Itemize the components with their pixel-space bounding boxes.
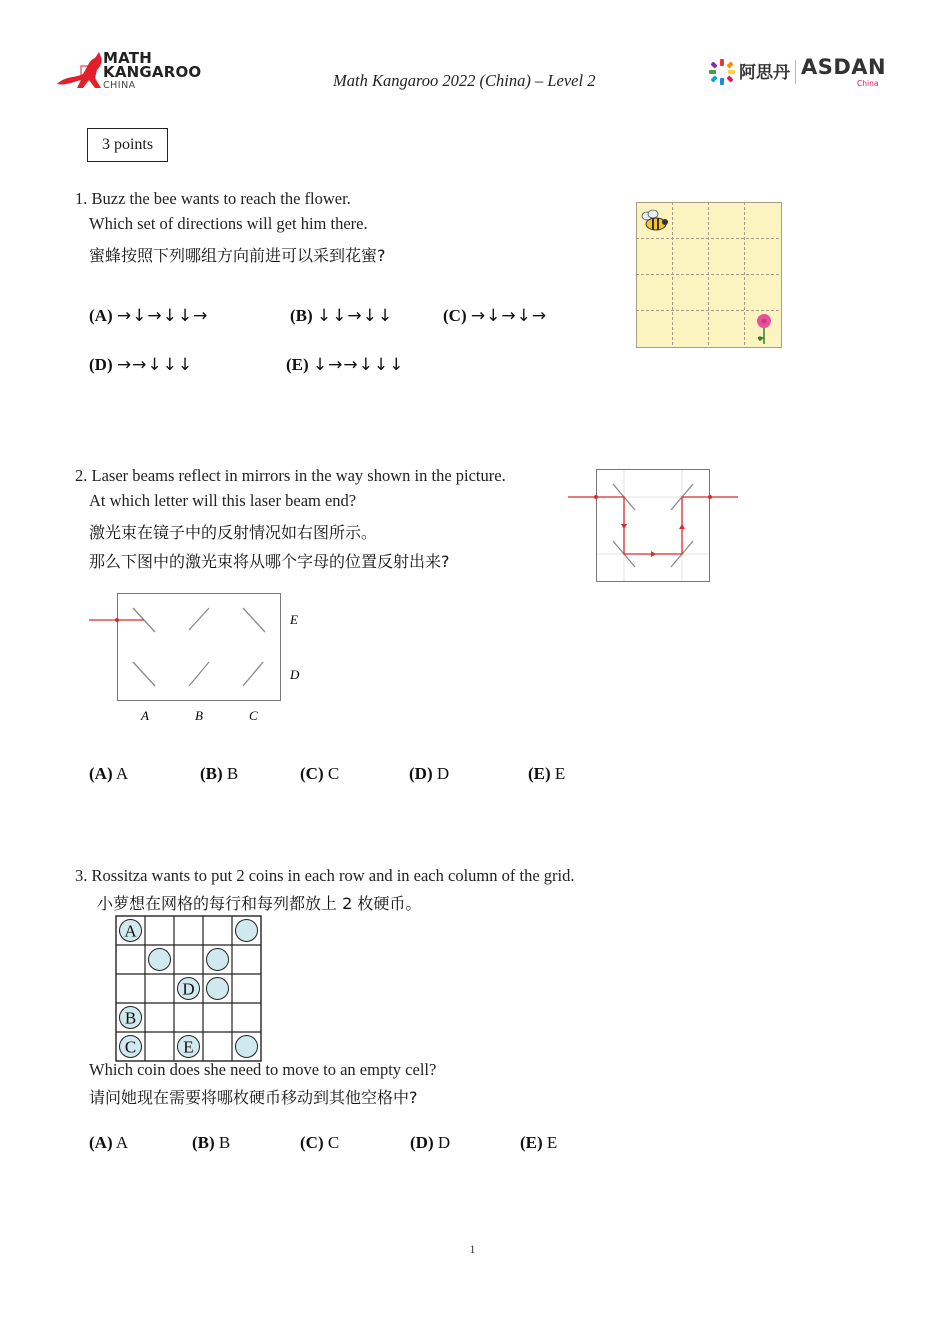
option-value: D [437,1133,451,1152]
asdan-logo-subtitle: China [857,79,879,88]
option-value: E [546,1133,558,1152]
q1-option-c[interactable] [443,306,547,326]
q2-line1: 2. Laser beams reflect in mirrors in the way shown in the picture. [75,466,506,485]
q1-option-a[interactable] [89,306,208,326]
coin-grid-figure [115,915,262,1062]
q2-option-d[interactable] [409,764,449,784]
laser-example-figure [566,468,741,584]
option-label: (D) [410,1133,434,1152]
q1-option-e[interactable] [286,355,404,375]
option-value: C [327,1133,340,1152]
q1-option-d[interactable] [89,355,193,375]
coin [207,978,229,1000]
coin-label: B [124,1008,137,1028]
option-label: (A) [89,764,113,783]
example-box [597,470,710,582]
coin-label: A [124,921,137,941]
option-label: (E) [528,764,551,783]
option-arrows: →↓→↓↓→ [116,306,209,326]
coin [149,949,171,971]
puzzle-laser-entry [115,618,119,622]
option-label: (E) [520,1133,543,1152]
option-label: (C) [300,1133,324,1152]
q2-chinese-1: 激光束在镜子中的反射情况如右图所示。 [89,523,378,542]
option-value: B [218,1133,231,1152]
coin [236,920,258,942]
asdan-pinwheel-icon [708,58,736,86]
coin [207,949,229,971]
option-arrows: →→↓↓↓ [116,355,194,375]
option-arrows: ↓→→↓↓↓ [312,355,405,375]
q2-option-b[interactable] [200,764,238,784]
logo-line-kangaroo: KANGAROO [103,63,202,81]
q1-option-b[interactable] [290,306,393,326]
coin-label: C [124,1037,137,1057]
coin-label: E [183,1037,194,1057]
q3-line1: 3. Rossitza wants to put 2 coins in each row and in each column of the grid. [75,866,575,885]
q3-chinese-2: 请问她现在需要将哪枚硬币移动到其他空格中? [89,1088,418,1107]
q2-option-e[interactable] [528,764,565,784]
q3-option-e[interactable] [520,1133,557,1153]
page-number: 1 [469,1242,476,1256]
page-title: Math Kangaroo 2022 (China) – Level 2 [333,71,596,90]
option-label: (D) [89,355,113,374]
option-label: (B) [290,306,313,325]
points-section-label: 3 points [87,128,168,162]
q3-option-b[interactable] [192,1133,230,1153]
q1-chinese: 蜜蜂按照下列哪组方向前进可以采到花蜜? [89,246,386,265]
option-label: (E) [286,355,309,374]
label-d: D [290,667,300,682]
q3-option-d[interactable] [410,1133,450,1153]
q1-line2: Which set of directions will get him there. [89,214,368,233]
q2-option-c[interactable] [300,764,339,784]
coin-label: D [182,979,195,999]
option-arrows: →↓→↓→ [470,306,548,326]
option-value: C [327,764,340,783]
option-value: E [554,764,566,783]
asdan-logo-text: ASDAN [801,55,887,79]
option-arrows: ↓↓→↓↓ [316,306,394,326]
label-b: B [195,708,203,723]
asdan-logo-chinese: 阿思丹 [739,63,790,83]
q3-line2: Which coin does she need to move to an empty cell? [89,1060,437,1079]
logo-line-math: MATH [103,49,152,67]
bee-grid-figure [636,202,783,349]
q2-line2: At which letter will this laser beam end? [89,491,357,510]
option-label: (B) [200,764,223,783]
option-label: (C) [443,306,467,325]
option-value: D [436,764,450,783]
puzzle-box [118,594,281,701]
option-label: (C) [300,764,324,783]
q3-option-a[interactable] [89,1133,128,1153]
label-e: E [290,612,298,627]
asdan-logo-divider [795,60,796,84]
logo-line-china: CHINA [103,80,136,91]
q3-chinese-1: 小萝想在网格的每行和每列都放上 2 枚硬币。 [97,894,422,913]
math-kangaroo-wordmark [103,51,201,93]
q2-option-a[interactable] [89,764,128,784]
q3-option-c[interactable] [300,1133,339,1153]
option-label: (A) [89,306,113,325]
q2-chinese-2: 那么下图中的激光束将从哪个字母的位置反射出来? [89,552,450,571]
option-value: A [115,1133,129,1152]
option-value: A [115,764,129,783]
coin [236,1036,258,1058]
q1-line1: 1. Buzz the bee wants to reach the flower. [75,189,351,208]
label-a: A [141,708,149,723]
option-value: B [226,764,239,783]
label-c: C [249,708,258,723]
laser-puzzle-figure [89,592,314,727]
option-label: (D) [409,764,433,783]
option-label: (B) [192,1133,215,1152]
option-label: (A) [89,1133,113,1152]
